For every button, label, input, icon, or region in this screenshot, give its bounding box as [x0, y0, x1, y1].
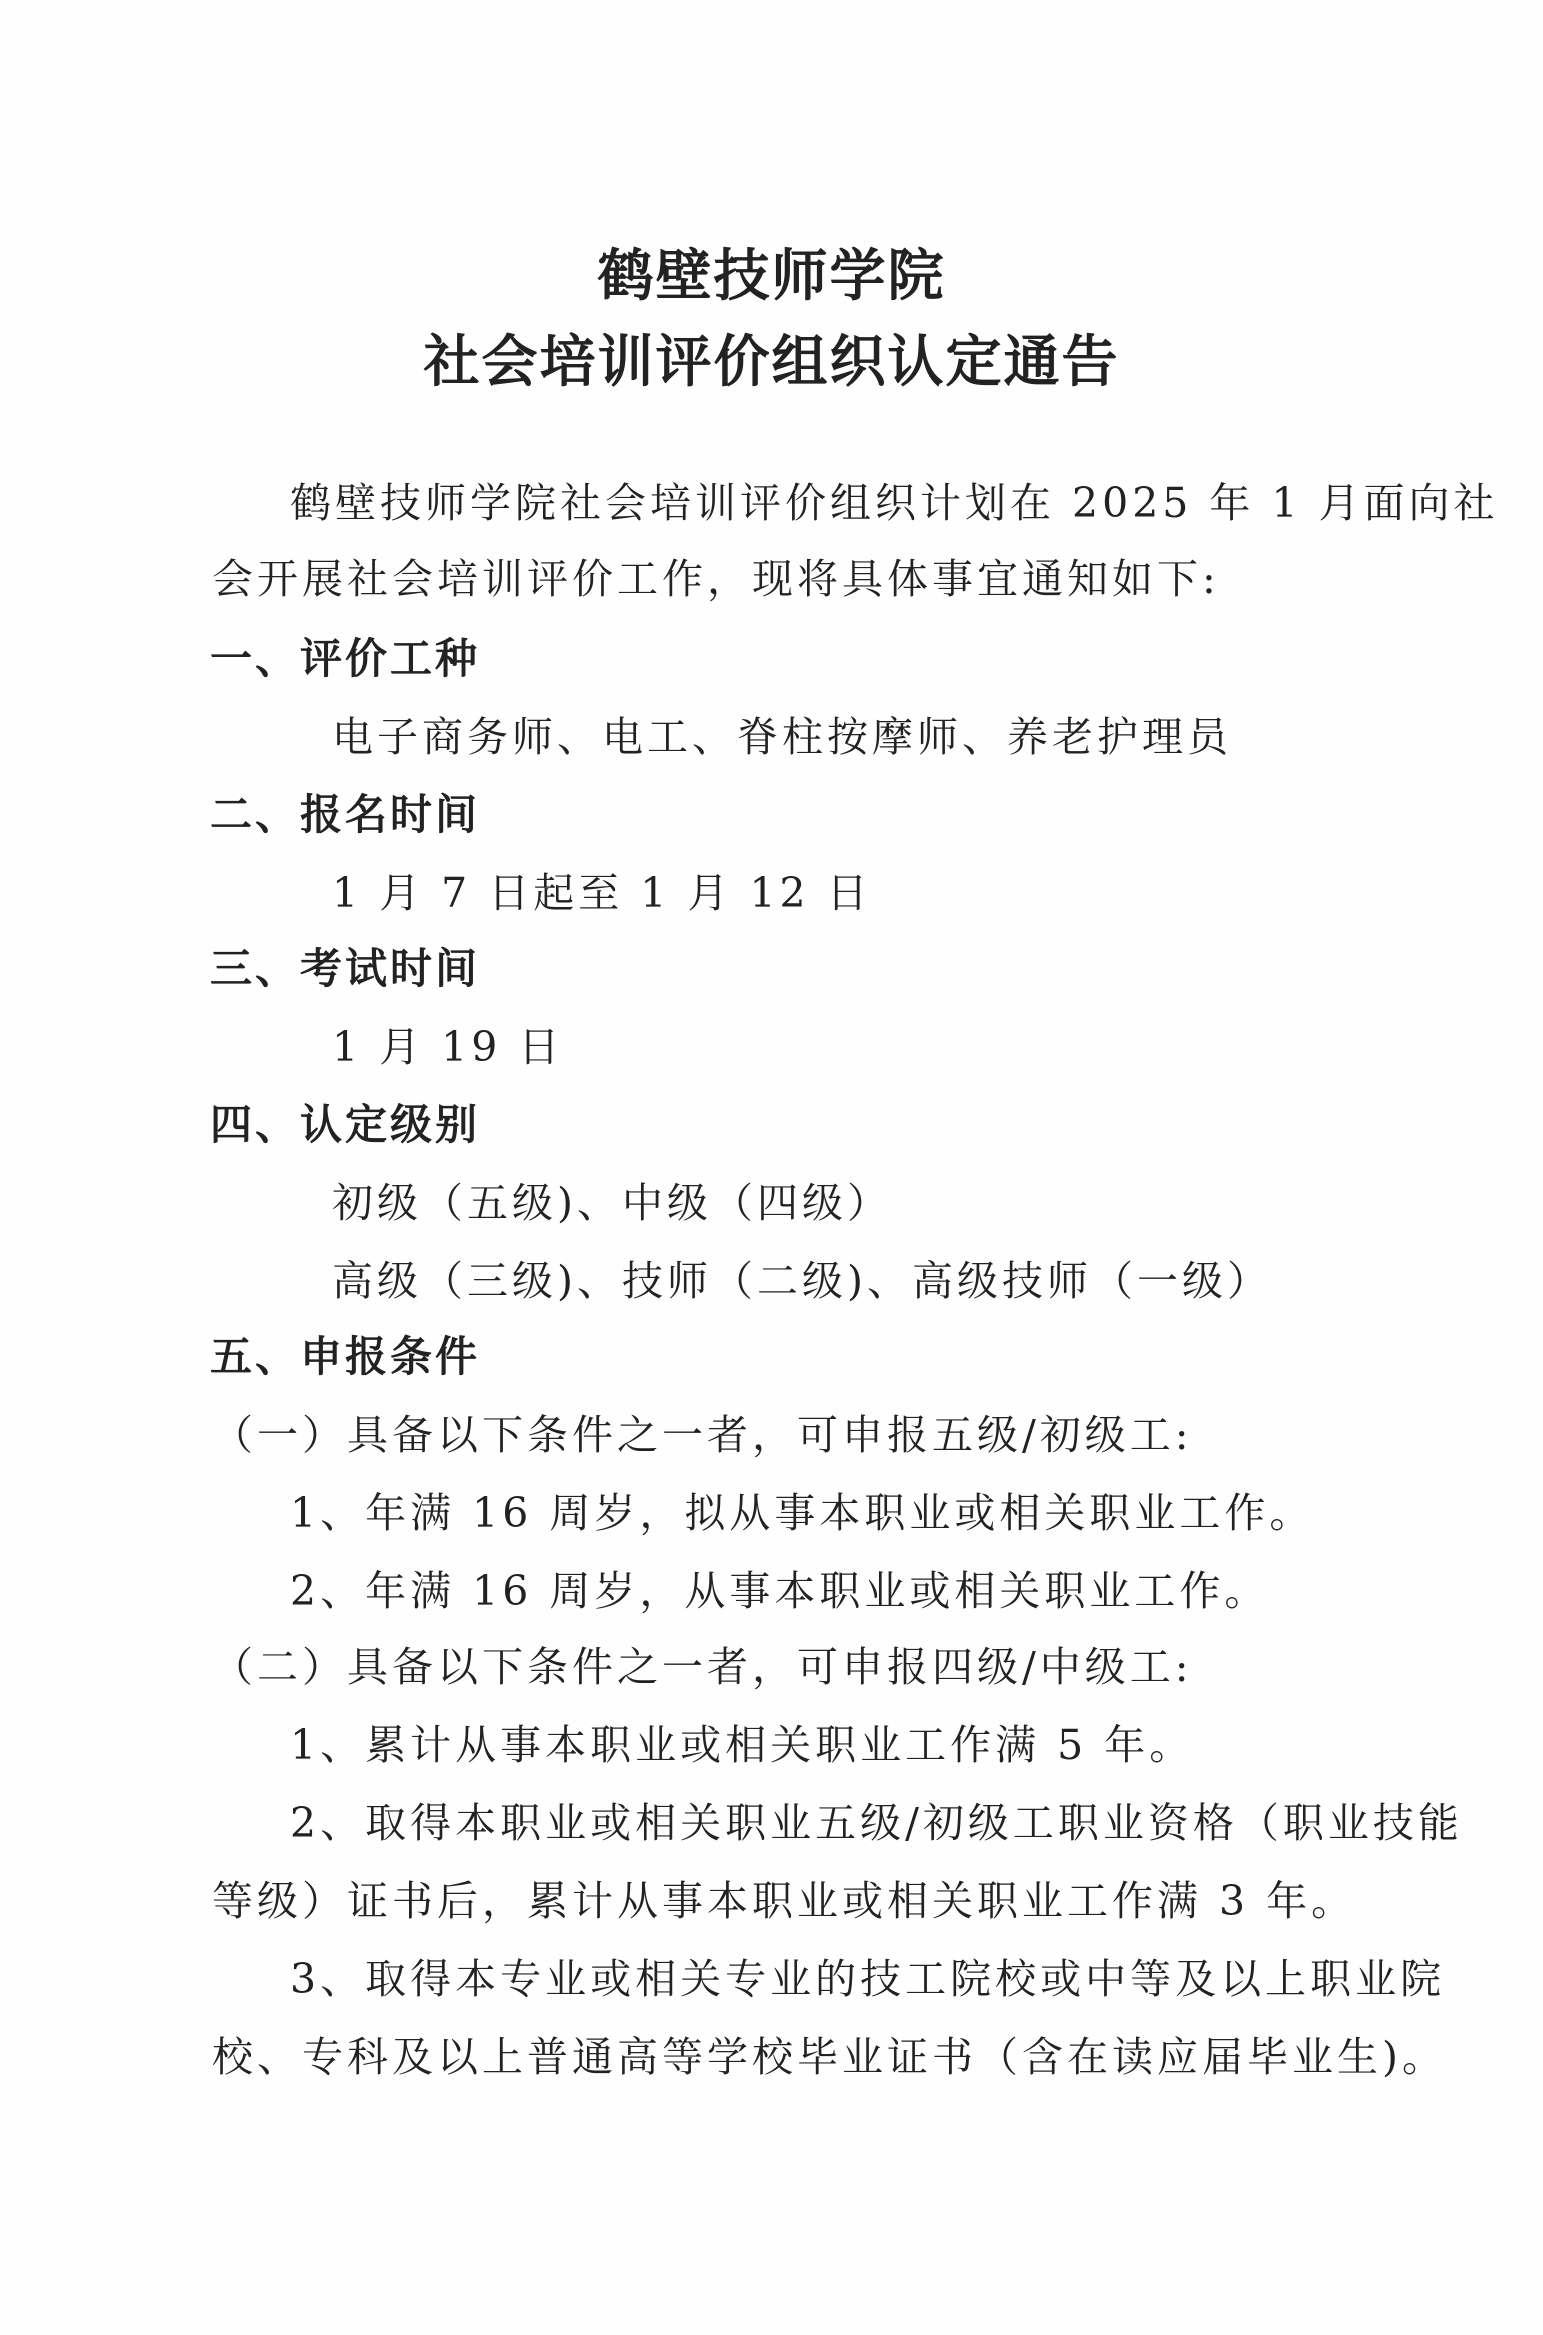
requirements-group-1-item-1: 1、年满 16 周岁，拟从事本职业或相关职业工作。	[290, 1489, 1315, 1537]
section-heading-exam-time: 三、考试时间	[210, 944, 481, 993]
requirements-group-2-item-3-line-1: 3、取得本专业或相关专业的技工院校或中等及以上职业院	[290, 1955, 1446, 2003]
requirements-group-2-item-1: 1、累计从事本职业或相关职业工作满 5 年。	[290, 1721, 1195, 1769]
document-title-line2: 社会培训评价组织认定通告	[423, 330, 1120, 395]
requirements-group-1-heading: （一）具备以下条件之一者，可申报五级/初级工:	[212, 1411, 1193, 1459]
job-types-text: 电子商务师、电工、脊柱按摩师、养老护理员	[332, 713, 1232, 761]
section-heading-levels: 四、认定级别	[210, 1100, 481, 1149]
intro-line-2: 会开展社会培训评价工作，现将具体事宜通知如下:	[212, 555, 1220, 603]
intro-line-1: 鹤壁技师学院社会培训评价组织计划在 2025 年 1 月面向社	[290, 479, 1499, 527]
document-title-line1: 鹤壁技师学院	[597, 244, 946, 309]
section-heading-job-types: 一、评价工种	[210, 634, 481, 683]
section-heading-requirements: 五、申报条件	[210, 1332, 481, 1381]
exam-time-text: 1 月 19 日	[332, 1023, 564, 1071]
registration-time-text: 1 月 7 日起至 1 月 12 日	[332, 869, 872, 917]
requirements-group-1-item-2: 2、年满 16 周岁，从事本职业或相关职业工作。	[290, 1567, 1270, 1615]
levels-line-1: 初级（五级)、中级（四级）	[332, 1179, 892, 1227]
requirements-group-2-item-2-line-1: 2、取得本职业或相关职业五级/初级工职业资格（职业技能	[290, 1799, 1463, 1847]
requirements-group-2-item-2-line-2: 等级）证书后，累计从事本职业或相关职业工作满 3 年。	[212, 1877, 1357, 1925]
section-heading-registration-time: 二、报名时间	[210, 790, 481, 839]
requirements-group-2-heading: （二）具备以下条件之一者，可申报四级/中级工:	[212, 1643, 1193, 1691]
levels-line-2: 高级（三级)、技师（二级)、高级技师（一级）	[332, 1257, 1272, 1305]
requirements-group-2-item-3-line-2: 校、专科及以上普通高等学校毕业证书（含在读应届毕业生)。	[212, 2033, 1447, 2081]
